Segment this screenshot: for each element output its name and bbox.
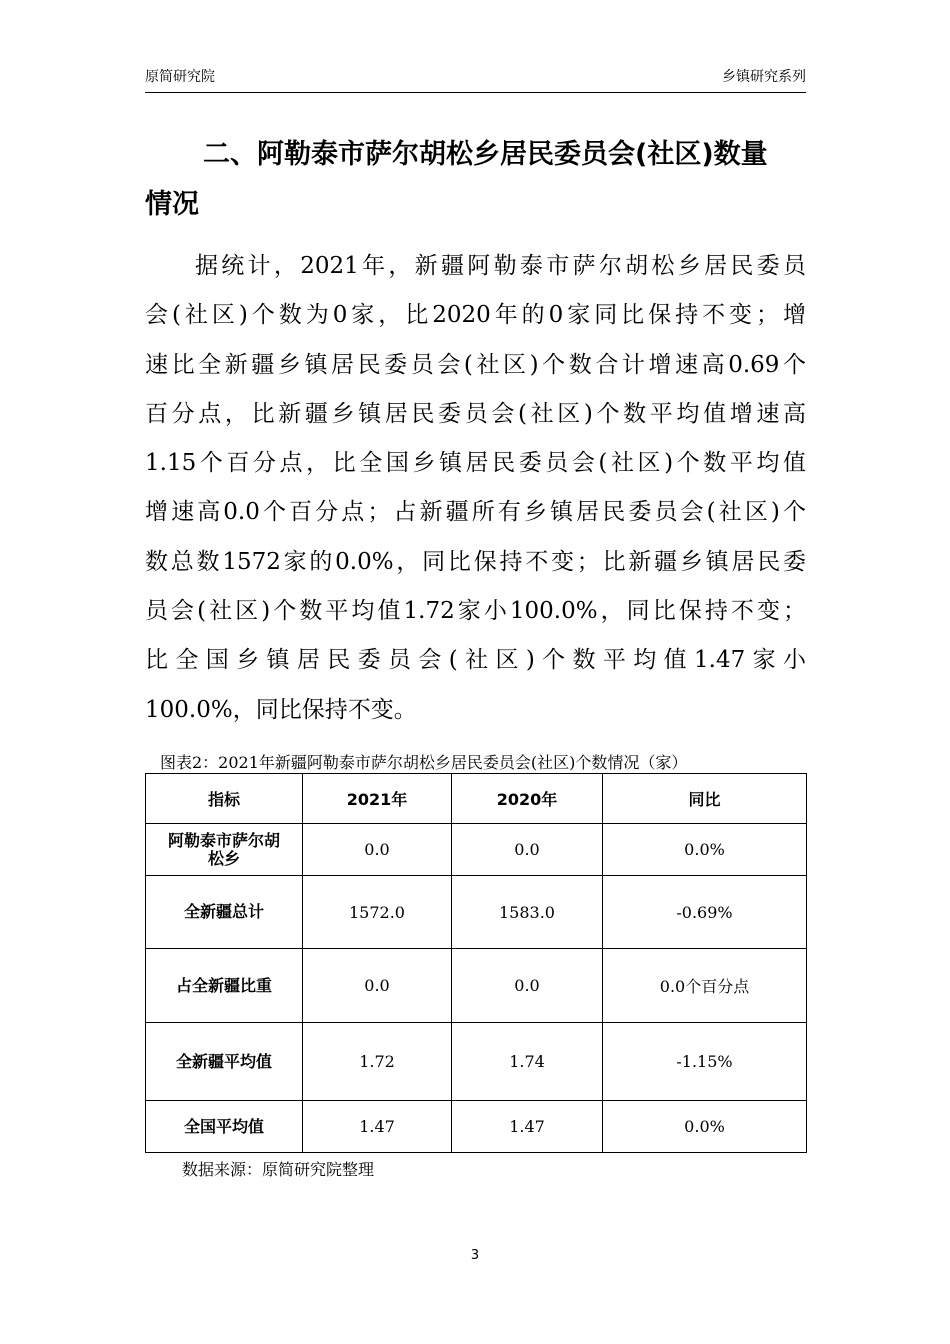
cell: 0.0% xyxy=(603,1101,807,1153)
cell: 0.0 xyxy=(452,824,603,876)
cell: 0.0 xyxy=(452,949,603,1023)
table-row xyxy=(146,876,807,949)
paragraph-line: 据统计，2021年，新疆阿勒泰市萨尔胡松乡居民委员 xyxy=(195,253,806,279)
table-row xyxy=(146,1101,807,1153)
body-paragraph xyxy=(145,246,806,739)
cell: 0.0个百分点 xyxy=(603,949,807,1023)
table-header-row xyxy=(146,774,807,824)
cell: 1.47 xyxy=(452,1101,603,1153)
paragraph-line: 数总数1572家的0.0%，同比保持不变；比新疆乡镇居民委 xyxy=(145,548,806,575)
paragraph-line: 增速高0.0个百分点；占新疆所有乡镇居民委员会(社区)个 xyxy=(145,499,806,526)
paragraph-line: 速比全新疆乡镇居民委员会(社区)个数合计增速高0.69个 xyxy=(145,351,806,378)
paragraph-line: 100.0%，同比保持不变。 xyxy=(145,696,417,723)
row-label: 占全新疆比重 xyxy=(146,949,303,1023)
cell: 1583.0 xyxy=(452,876,603,949)
section-title-line1: 二、阿勒泰市萨尔胡松乡居民委员会(社区)数量 xyxy=(203,139,768,170)
paragraph-line: 会(社区)个数为0家，比2020年的0家同比保持不变；增 xyxy=(145,302,806,329)
table-caption: 图表2：2021年新疆阿勒泰市萨尔胡松乡居民委员会(社区)个数情况（家） xyxy=(160,753,688,772)
header-series: 乡镇研究系列 xyxy=(722,69,806,85)
row-label: 全新疆总计 xyxy=(146,876,303,949)
table-row xyxy=(146,824,807,876)
column-header: 同比 xyxy=(603,774,807,824)
header-divider xyxy=(145,92,806,93)
cell: 1.72 xyxy=(303,1023,452,1101)
row-label: 全新疆平均值 xyxy=(146,1023,303,1101)
paragraph-line: 比全国乡镇居民委员会(社区)个数平均值1.47家小 xyxy=(145,647,806,674)
header-org: 原简研究院 xyxy=(145,69,215,85)
cell: -0.69% xyxy=(603,876,807,949)
column-header: 2020年 xyxy=(452,774,603,824)
column-header: 指标 xyxy=(146,774,303,824)
cell: 0.0 xyxy=(303,949,452,1023)
row-label: 全国平均值 xyxy=(146,1101,303,1153)
row-label: 阿勒泰市萨尔胡松乡 xyxy=(146,824,303,876)
page-number: 3 xyxy=(470,1248,480,1263)
cell: 0.0 xyxy=(303,824,452,876)
paragraph-line: 员会(社区)个数平均值1.72家小100.0%，同比保持不变； xyxy=(145,598,806,625)
cell: 1.74 xyxy=(452,1023,603,1101)
cell: -1.15% xyxy=(603,1023,807,1101)
paragraph-line: 百分点，比新疆乡镇居民委员会(社区)个数平均值增速高 xyxy=(145,400,806,427)
cell: 1572.0 xyxy=(303,876,452,949)
column-header: 2021年 xyxy=(303,774,452,824)
cell: 1.47 xyxy=(303,1101,452,1153)
section-title-line2: 情况 xyxy=(145,189,199,220)
table-row xyxy=(146,1023,807,1101)
table-source: 数据来源：原简研究院整理 xyxy=(182,1160,375,1179)
data-table xyxy=(145,773,807,1153)
cell: 0.0% xyxy=(603,824,807,876)
paragraph-line: 1.15个百分点，比全国乡镇居民委员会(社区)个数平均值 xyxy=(145,450,806,477)
table-row xyxy=(146,949,807,1023)
